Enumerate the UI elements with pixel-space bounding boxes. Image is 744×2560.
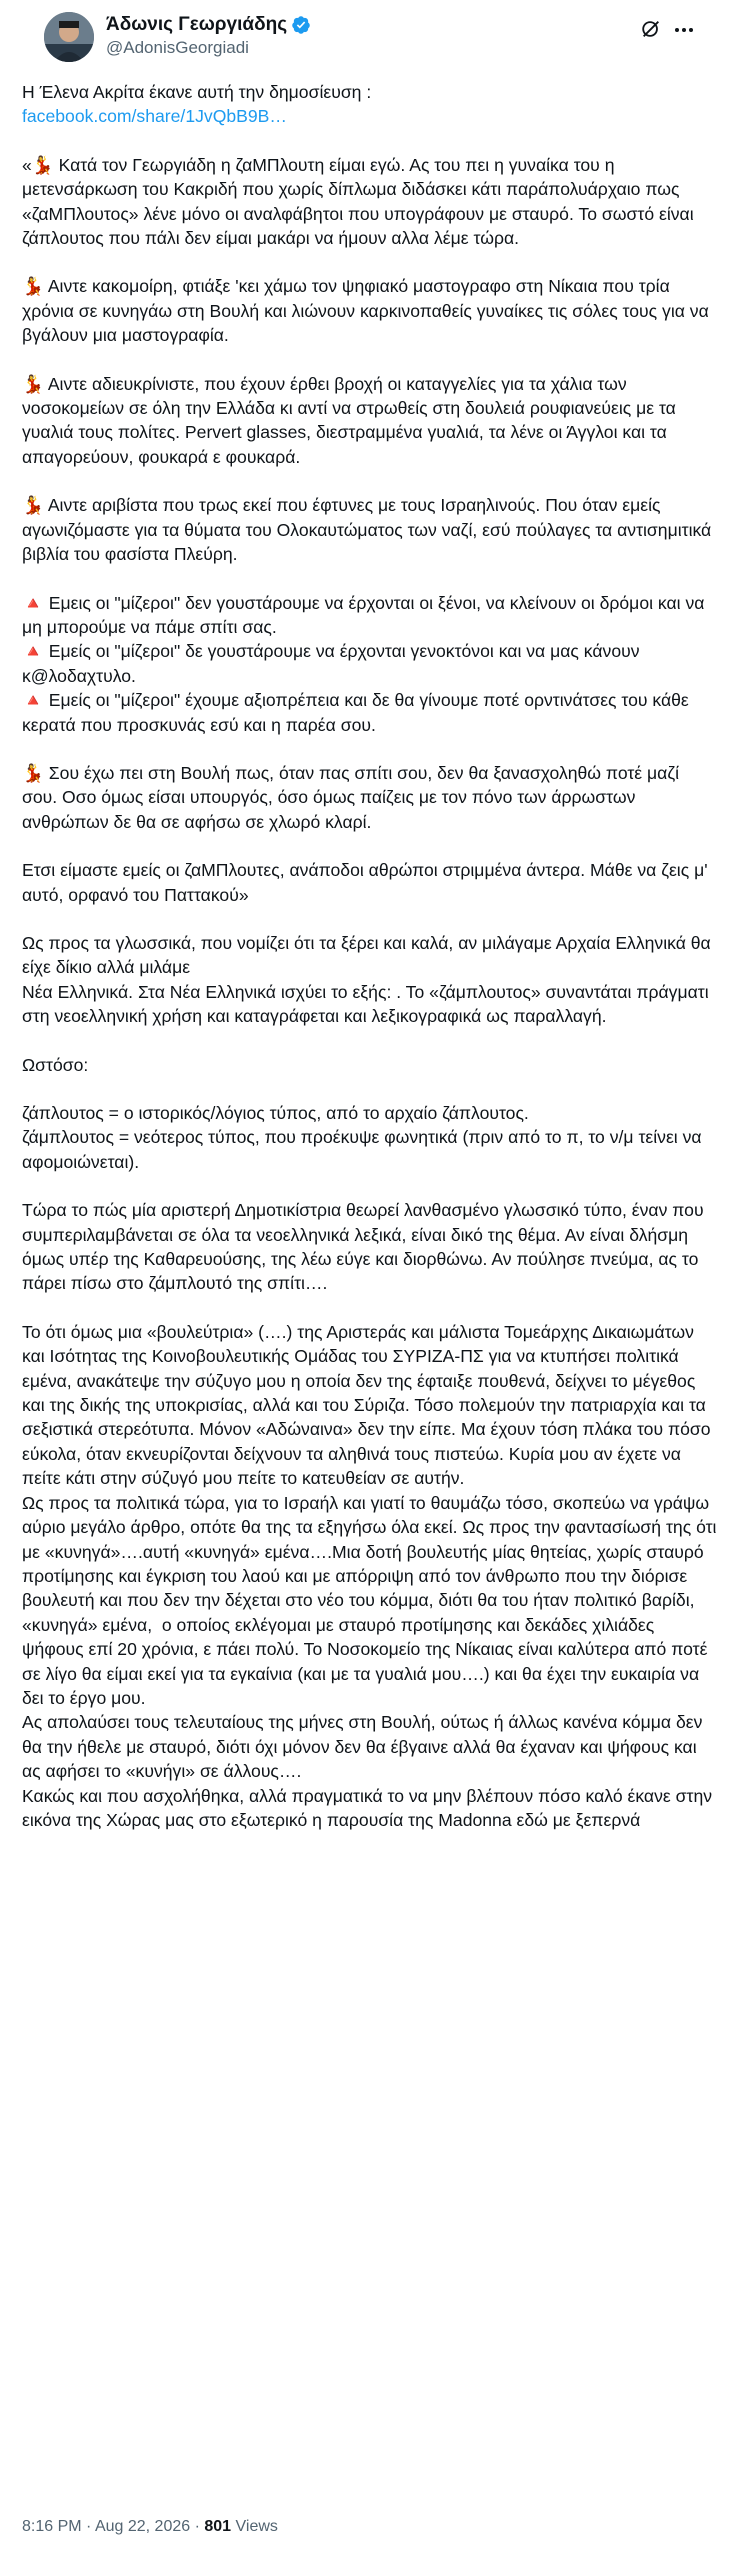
display-name-text[interactable]: Άδωνις Γεωργιάδης xyxy=(106,14,288,35)
facebook-link[interactable]: facebook.com/share/1JvQbB9B… xyxy=(22,106,288,127)
paragraph-2: 💃 Αιντε κακομοίρη, φτιάξε 'κει χάμω τον ψηφιακό μαστογραφο στη Νίκαια που τρία χρόνια σε κυνηγάω στη Βουλή και λιώνουν καρκινοπαθείς γυναίκες τις σόλες τους για να βγάλουν μια μαστογραφία. xyxy=(22,276,714,346)
intro-text: Η Έλενα Ακρίτα έκανε αυτή την δημοσίευση : xyxy=(22,82,372,102)
paragraph-5c: 🔺 Εμείς οι "μίζεροι" έχουμε αξιοπρέπεια και δε θα γίνουμε ποτέ ορντινάτσες του κάθε κερατά που προσκυνάς εσύ και η παρέα σου. xyxy=(22,690,694,735)
paragraph-12: Το ότι όμως μια «βουλεύτρια» (….) της Αριστεράς και μάλιστα Τομεάρχης Δικαιωμάτων και Ισότητας της Κοινοβουλευτικής Ομάδας του ΣΥΡΙΖΑ-ΠΣ για να κτυπήσει πολιτικά εμένα, ανακάτεψε την σύζυγο μου η οποία δεν της έφταιξε πουθενά, δείχνει το μέγεθος και της δικής της υποκρισίας, αλλά και του Σύριζα. Τόσο πολεμούν την πατριαρχία και τα σεξιστικά στερεότυπα. Μόνον «Αδώναινα» δεν την είπε. Μα έχουν τόση πλάκα του πόσο εύκολα, όταν εκνευρίζονται δείχνουν τα αληθινά τους πιστεύω. Κυρία μου αν έχετε να πείτε κάτι στην σύζυγό μου πείτε το κατευθείαν σε αυτήν. Ως προς τα πολιτικά τώρα, για το Ισραήλ και γιατί το θαυμάζω τόσο, σκοπεύω να γράψω αύριο μεγάλο άρθρο, οπότε θα της τα εξηγήσω όλα εκεί. Ως προς την φαντασίωσή της ότι με «κυνηγά»….αυτή «κυνηγά» εμένα….Μια δοτή βουλευτής μίας θητείας, χωρίς σταυρό προτίμησης και έγκριση του λαού και με απόρριψη από τον άνθρωπο που την διόρισε βουλευτή και που δεν την δέχεται στο νέο του κόμμα, διότι θα του ήταν πολιτικό βαρίδι, «κυνηγά» εμένα, ο οποίος εκλέγομαι με σταυρό προτίμησης και δεκάδες χιλιάδες ψήφους επί 20 χρόνια, ε πάει πολύ. Το Νοσοκομείο της Νίκαιας είναι καλύτερα από ποτέ σε λίγο θα είμαι εκεί για τα εγκαίνια (και με τα γυαλιά μου….) και θα έχει την ευκαιρία να δει το έργο μου. Ας απολαύσει τους τελευταίους της μήνες στη Βουλή, ούτως ή άλλως κανένα κόμμα δεν θα την ήθελε με σταυρό, διότι όχι μόνον δεν θα έβγαινε αλλά θα έχαναν και ψήφους και ας αφήσει το «κυνήγι» σε άλλους…. Κακώς και που ασχολήθηκα, αλλά πραγματικά το να μην βλέπουν πόσο καλό έκανε στην εικόνα της Χώρας μας στο εξωτερικό η παρουσία της Madonna εδώ με ξεπερνά xyxy=(22,1321,717,1830)
meta-separator-1: · xyxy=(81,2518,95,2535)
paragraph-7: Ετσι είμαστε εμείς οι ζαΜΠλουτες, ανάποδοι αθρώποι στριμμένα άντερα. Μάθε να ζεις μ' αυτό, ορφανό του Παττακού» xyxy=(22,860,713,905)
paragraph-6: 💃 Σου έχω πει στη Βουλή πως, όταν πας σπίτι σου, δεν θα ξανασχοληθώ ποτέ μαζί σου. Οσο όμως είσαι υπουργός, όσο όμως παίζεις με τον πόνο των άρρωστων ανθρώπων δε θα σε αφήσω σε χλωρό κλαρί. xyxy=(22,762,684,832)
more-icon[interactable] xyxy=(672,18,696,42)
paragraph-3: 💃 Αιντε αδιευκρίνιστε, που έχουν έρθει βροχή οι καταγγελίες για τα χάλια των νοσοκομείων σε όλη την Ελλάδα κι αντί να στρωθείς στη δουλειά ρουφιανεύεις με τα γυαλιά τους πολίτες. Pervert glasses, διεστραμμένα γυαλιά, τα λένε οι Άγγλοι και τα απαγορεύουν, φουκαρά ε φουκαρά. xyxy=(22,373,681,467)
author-handle[interactable]: @AdonisGeorgiadi xyxy=(106,38,249,57)
paragraph-10: ζάπλουτος = ο ιστορικός/λόγιος τύπος, από το αρχαίο ζάπλουτος. ζάμπλουτος = νεότερος τύπος, που προέκυψε φωνητικά (πριν από το π, το ν/μ τείνει να αφομοιώνεται). xyxy=(22,1103,702,1172)
meta-separator-2: · xyxy=(190,2518,205,2535)
paragraph-4: 💃 Αιντε αριβίστα που τρως εκεί που έφτυνες με τους Ισραηλινούς. Που όταν εμείς αγωνιζόμαστε για τα θύματα του Ολοκαυτώματος των ναζί, εσύ πούλαγες τα αντισημιτικά βιβλία του φασίστα Πλεύρη. xyxy=(22,495,717,565)
author-names xyxy=(106,13,311,59)
views-count: 801 xyxy=(204,2518,232,2535)
post-date[interactable]: Aug 22, 2026 xyxy=(94,2518,191,2535)
tweet-meta xyxy=(22,2518,278,2536)
grok-icon[interactable] xyxy=(640,18,662,40)
post-time[interactable]: 8:16 PM xyxy=(22,2518,82,2535)
author-display-name[interactable] xyxy=(106,13,311,37)
paragraph-9: Ωστόσο: xyxy=(22,1054,89,1075)
avatar[interactable] xyxy=(44,12,94,62)
paragraph-5a: 🔺 Εμεις οι "μίζεροι" δεν γουστάρουμε να έρχονται οι ξένοι, να κλείνουν οι δρόμοι και να μη μπορούμε να πάμε σπίτι σας. xyxy=(22,592,710,637)
tweet-header xyxy=(22,0,718,58)
paragraph-5b: 🔺 Εμείς οι "μίζεροι" δε γουστάρουμε να έρχονται γενοκτόνοι και να μας κάνουν κ@λοδαχτυλο. xyxy=(22,641,645,686)
paragraph-11: Τώρα το πώς μία αριστερή Δημοτικίστρια θεωρεί λανθασμένο γλωσσικό τύπο, έναν που συμπεριλαμβάνεται σε όλα τα νεοελληνικά λεξικά, είναι δικό της θέμα. Αν είναι δλήσμη όμως υπέρ της Καθαρευούσης, της λέω εύγε και διορθώνω. Αν πούλησε πνεύμα, ας το πάρει πίσω στο ζάμπλουτό της σπίτι…. xyxy=(22,1200,709,1294)
paragraph-1: «💃 Κατά τον Γεωργιάδη η ζαΜΠλουτη είμαι εγώ. Ας του πει η γυναίκα του η μετενσάρκωση του Κακριδή που χωρίς δίπλωμα διδάσκει κάτι παράπολυάρχαιο πως «ζαΜΠλουτος» λένε μόνο οι αναλφάβητοι που υπογράφουν με σταυρό. Το σωστό είναι ζάπλουτος που πάλι δεν είμαι μακάρι να ήμουν αλλα λέμε τώρα. xyxy=(22,154,699,249)
verified-badge-icon xyxy=(291,15,311,35)
tweet-text xyxy=(22,80,718,1832)
paragraph-8: Ως προς τα γλωσσικά, που νομίζει ότι τα ξέρει και καλά, αν μιλάγαμε Αρχαία Ελληνικά θα είχε δίκιο αλλά μιλάμε Νέα Ελληνικά. Στα Νέα Ελληνικά ισχύει το εξής: . Το «ζάμπλουτος» συναντάται πράγματι στη νεοελληνική χρήση και καταγράφεται και λεξικογραφικά ως παραλλαγή. xyxy=(22,932,711,1027)
views-label: Views xyxy=(231,2518,278,2535)
